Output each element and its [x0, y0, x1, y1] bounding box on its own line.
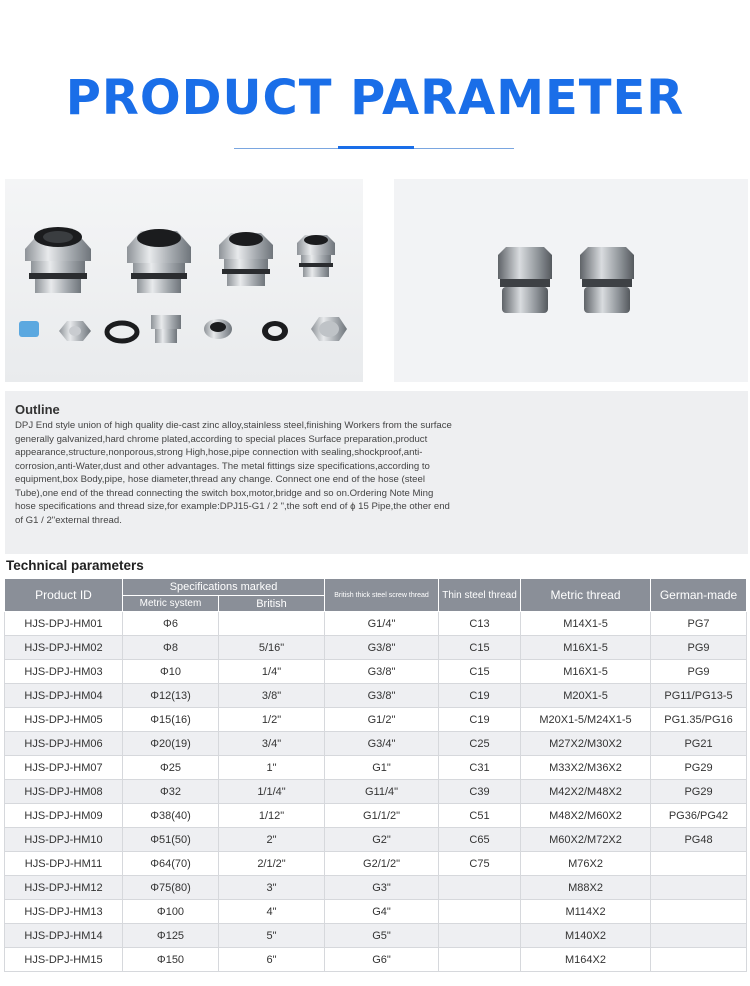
cell-british-thick-thread: G1/2" — [325, 708, 439, 732]
cell-british: 3/4" — [219, 732, 325, 756]
cell-thin-steel-thread: C15 — [439, 660, 521, 684]
cell-british-thick-thread: G1" — [325, 756, 439, 780]
fitting-tiny — [297, 235, 335, 277]
cell-product-id: HJS-DPJ-HM03 — [5, 660, 123, 684]
cell-british-thick-thread: G6" — [325, 948, 439, 972]
cell-british: 1/4" — [219, 660, 325, 684]
cell-british: 1" — [219, 756, 325, 780]
cell-product-id: HJS-DPJ-HM10 — [5, 828, 123, 852]
cell-thin-steel-thread: C13 — [439, 612, 521, 636]
cell-metric-thread: M20X1-5/M24X1-5 — [521, 708, 651, 732]
cell-metric-system: Φ100 — [123, 900, 219, 924]
cell-german-made: PG48 — [651, 828, 747, 852]
cell-british: 4" — [219, 900, 325, 924]
cell-british-thick-thread: G5" — [325, 924, 439, 948]
cell-metric-thread: M27X2/M30X2 — [521, 732, 651, 756]
cell-thin-steel-thread: C19 — [439, 708, 521, 732]
cell-product-id: HJS-DPJ-HM12 — [5, 876, 123, 900]
cell-british-thick-thread: G2" — [325, 828, 439, 852]
cell-british: 1/1/4" — [219, 780, 325, 804]
cell-metric-system: Φ64(70) — [123, 852, 219, 876]
cell-british-thick-thread: G3/8" — [325, 636, 439, 660]
table-row — [5, 900, 747, 924]
cell-german-made: PG29 — [651, 756, 747, 780]
cell-german-made: PG9 — [651, 636, 747, 660]
header-metric-thread: Metric thread — [521, 579, 651, 612]
fittings-illustration — [5, 179, 363, 382]
cell-metric-system: Φ8 — [123, 636, 219, 660]
table-row — [5, 684, 747, 708]
outline-heading: Outline — [15, 402, 60, 417]
cell-thin-steel-thread: C75 — [439, 852, 521, 876]
cell-british-thick-thread: G4" — [325, 900, 439, 924]
cell-thin-steel-thread — [439, 924, 521, 948]
cell-british-thick-thread: G11/4" — [325, 780, 439, 804]
table-row — [5, 852, 747, 876]
cell-product-id: HJS-DPJ-HM04 — [5, 684, 123, 708]
cell-german-made: PG7 — [651, 612, 747, 636]
cell-british: 2/1/2" — [219, 852, 325, 876]
cell-metric-thread: M42X2/M48X2 — [521, 780, 651, 804]
cell-metric-thread: M16X1-5 — [521, 660, 651, 684]
table-row — [5, 924, 747, 948]
cell-german-made — [651, 948, 747, 972]
cell-product-id: HJS-DPJ-HM07 — [5, 756, 123, 780]
cell-german-made — [651, 876, 747, 900]
outline-description: DPJ End style union of high quality die-cast zinc alloy,stainless steel,finishing Workers from the surface generally galvanized,hard chrome plated,according to special places Surface preparation,product appearance,structure,nonporous,strong High,hose,pipe connection with sealing,shockproof,anti-corrosion,anti-Water,dust and other advantages. The metal fittings size specifications,according to equipment,box Body,pipe, hose diameter,thread any change. Connect one end of the hose (steel Tube),one end of the thread connecting the switch box,motor,bridge and so on.Ordering Note Ming hose specifications and thread size,for example:DPJ15-G1 / 2 ",the soft end of ϕ 15 Pipe,the other end of G1 / 2"external thread. — [15, 420, 452, 526]
cell-british: 3" — [219, 876, 325, 900]
product-photo-assortment — [5, 179, 363, 382]
table-row — [5, 828, 747, 852]
technical-parameters-table — [4, 578, 747, 972]
cell-british: 3/8" — [219, 684, 325, 708]
table-row — [5, 948, 747, 972]
cell-product-id: HJS-DPJ-HM05 — [5, 708, 123, 732]
cell-german-made — [651, 924, 747, 948]
fitting-small — [219, 232, 273, 286]
cell-metric-thread: M48X2/M60X2 — [521, 804, 651, 828]
cell-thin-steel-thread: C51 — [439, 804, 521, 828]
header-product-id: Product ID — [5, 579, 123, 612]
cell-metric-system: Φ20(19) — [123, 732, 219, 756]
fitting-medium — [127, 229, 191, 293]
cell-british-thick-thread: G1/4" — [325, 612, 439, 636]
cell-product-id: HJS-DPJ-HM08 — [5, 780, 123, 804]
cell-metric-thread: M114X2 — [521, 900, 651, 924]
cell-british: 1/12" — [219, 804, 325, 828]
cell-british-thick-thread: G3" — [325, 876, 439, 900]
cell-british-thick-thread: G2/1/2" — [325, 852, 439, 876]
cell-german-made: PG29 — [651, 780, 747, 804]
header-thin-steel-thread: Thin steel thread — [439, 579, 521, 612]
cell-metric-thread: M88X2 — [521, 876, 651, 900]
cell-metric-thread: M60X2/M72X2 — [521, 828, 651, 852]
cell-british-thick-thread: G3/8" — [325, 660, 439, 684]
cell-metric-system: Φ32 — [123, 780, 219, 804]
table-row — [5, 636, 747, 660]
cell-product-id: HJS-DPJ-HM09 — [5, 804, 123, 828]
cell-german-made: PG11/PG13-5 — [651, 684, 747, 708]
cell-thin-steel-thread: C19 — [439, 684, 521, 708]
cell-product-id: HJS-DPJ-HM13 — [5, 900, 123, 924]
cell-british: 5" — [219, 924, 325, 948]
cell-german-made: PG36/PG42 — [651, 804, 747, 828]
cell-product-id: HJS-DPJ-HM01 — [5, 612, 123, 636]
header-british-thick-thread: British thick steel screw thread — [325, 579, 439, 612]
product-photo-pair — [394, 179, 748, 382]
cell-thin-steel-thread: C39 — [439, 780, 521, 804]
cell-british: 6" — [219, 948, 325, 972]
table-row — [5, 708, 747, 732]
cell-metric-system: Φ10 — [123, 660, 219, 684]
cell-metric-system: Φ25 — [123, 756, 219, 780]
cell-british — [219, 612, 325, 636]
table-row — [5, 780, 747, 804]
cell-metric-system: Φ150 — [123, 948, 219, 972]
cell-metric-thread: M16X1-5 — [521, 636, 651, 660]
cell-metric-system: Φ51(50) — [123, 828, 219, 852]
cell-metric-thread: M20X1-5 — [521, 684, 651, 708]
cell-german-made: PG9 — [651, 660, 747, 684]
cell-thin-steel-thread — [439, 948, 521, 972]
cell-metric-system: Φ75(80) — [123, 876, 219, 900]
cell-metric-thread: M164X2 — [521, 948, 651, 972]
cell-metric-system: Φ12(13) — [123, 684, 219, 708]
cell-metric-thread: M14X1-5 — [521, 612, 651, 636]
cell-british: 5/16" — [219, 636, 325, 660]
cell-metric-system: Φ15(16) — [123, 708, 219, 732]
cell-metric-system: Φ38(40) — [123, 804, 219, 828]
cell-british-thick-thread: G3/4" — [325, 732, 439, 756]
title-divider-accent — [338, 146, 414, 149]
fitting-left — [498, 247, 552, 313]
tech-params-heading: Technical parameters — [6, 558, 144, 573]
header-german-made: German-made — [651, 579, 747, 612]
cell-german-made — [651, 852, 747, 876]
header-british: British — [219, 596, 325, 612]
cell-british: 2" — [219, 828, 325, 852]
header-spec-marked: Specifications marked — [123, 579, 325, 596]
cell-product-id: HJS-DPJ-HM15 — [5, 948, 123, 972]
cell-thin-steel-thread: C31 — [439, 756, 521, 780]
cell-german-made: PG21 — [651, 732, 747, 756]
cell-product-id: HJS-DPJ-HM02 — [5, 636, 123, 660]
cell-product-id: HJS-DPJ-HM14 — [5, 924, 123, 948]
cell-product-id: HJS-DPJ-HM11 — [5, 852, 123, 876]
cell-british-thick-thread: G3/8" — [325, 684, 439, 708]
cell-british-thick-thread: G1/1/2" — [325, 804, 439, 828]
cell-thin-steel-thread: C15 — [439, 636, 521, 660]
table-row — [5, 660, 747, 684]
fitting-large — [25, 227, 91, 293]
table-row — [5, 756, 747, 780]
table-row — [5, 732, 747, 756]
cell-thin-steel-thread — [439, 876, 521, 900]
cell-thin-steel-thread: C25 — [439, 732, 521, 756]
cell-metric-thread: M140X2 — [521, 924, 651, 948]
table-row — [5, 804, 747, 828]
cell-thin-steel-thread — [439, 900, 521, 924]
cell-metric-system: Φ125 — [123, 924, 219, 948]
cell-metric-thread: M76X2 — [521, 852, 651, 876]
parts-row — [19, 315, 347, 343]
cell-thin-steel-thread: C65 — [439, 828, 521, 852]
header-metric-system: Metric system — [123, 596, 219, 612]
cell-german-made — [651, 900, 747, 924]
table-body — [5, 612, 747, 972]
table-row — [5, 612, 747, 636]
cell-metric-thread: M33X2/M36X2 — [521, 756, 651, 780]
page-title: PRODUCT PARAMETER — [65, 70, 685, 126]
cell-british: 1/2" — [219, 708, 325, 732]
table-row — [5, 876, 747, 900]
fitting-right — [580, 247, 634, 313]
fitting-pair-illustration — [394, 179, 748, 382]
cell-metric-system: Φ6 — [123, 612, 219, 636]
cell-german-made: PG1.35/PG16 — [651, 708, 747, 732]
cell-product-id: HJS-DPJ-HM06 — [5, 732, 123, 756]
